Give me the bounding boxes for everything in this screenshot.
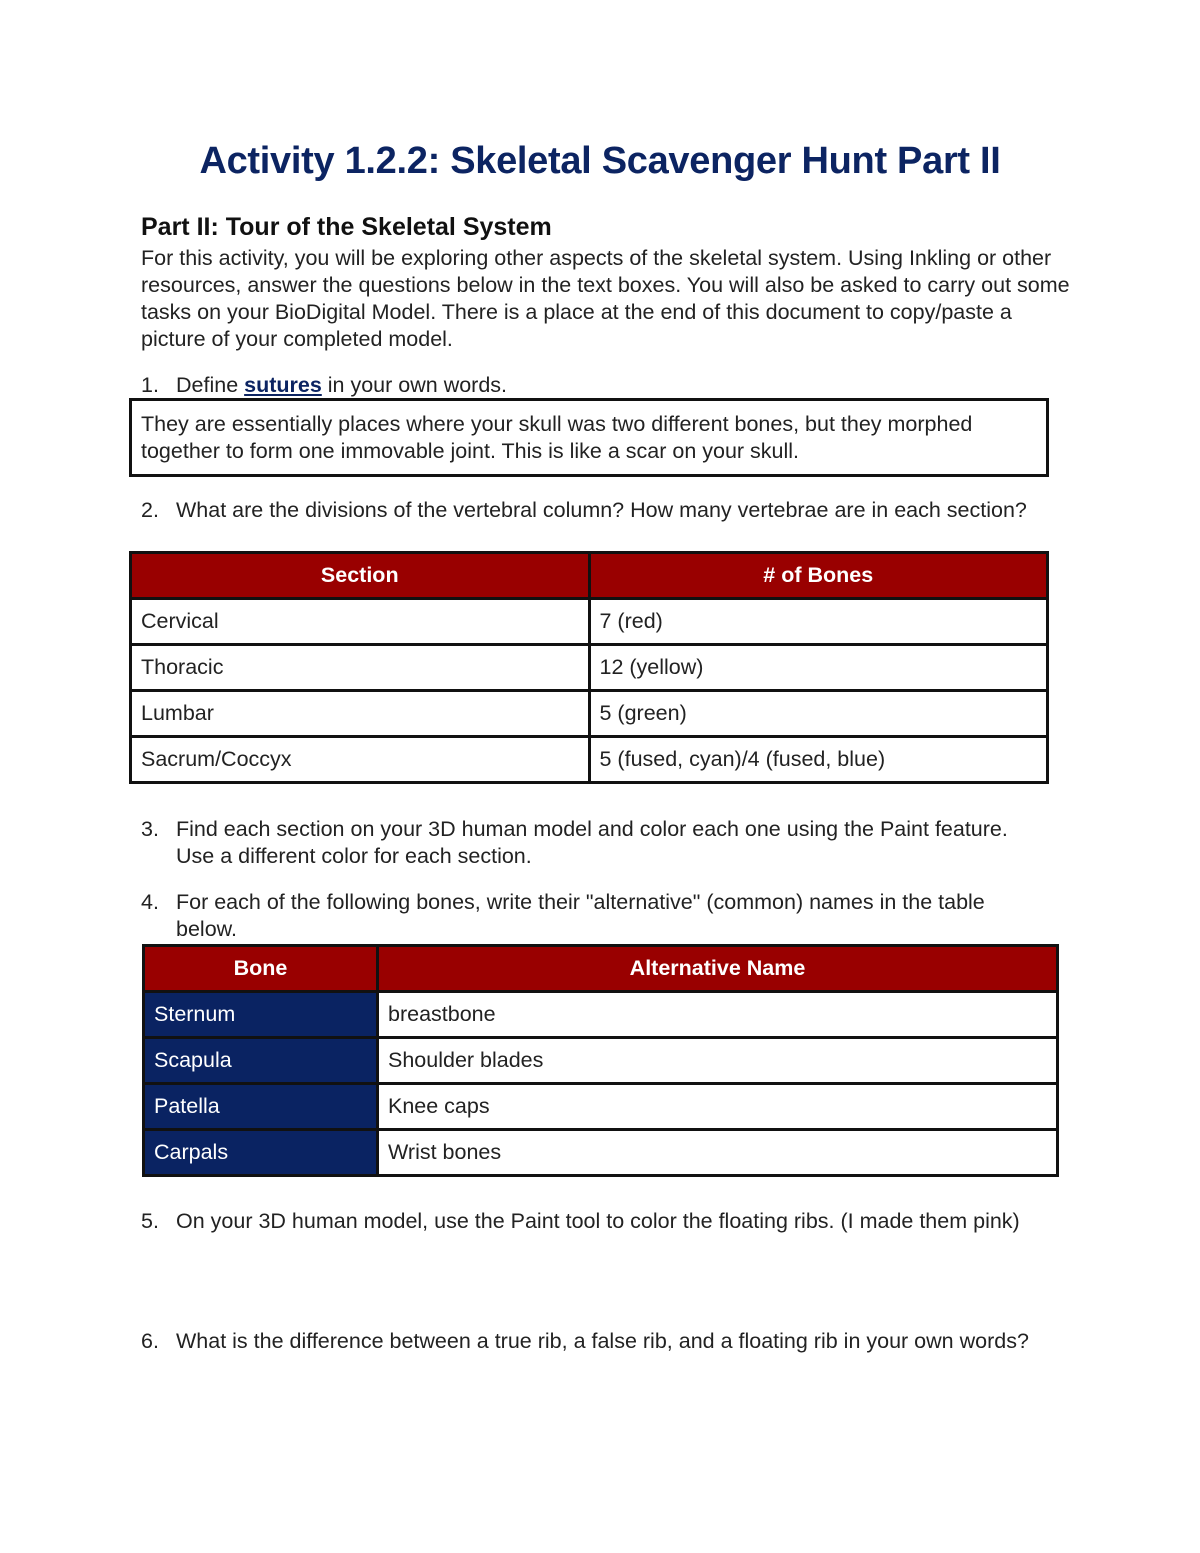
- question-number: 2.: [141, 498, 159, 522]
- bone-cell: Carpals: [144, 1130, 378, 1176]
- alt-name-cell[interactable]: Wrist bones: [378, 1130, 1058, 1176]
- table-row: [144, 1130, 1058, 1176]
- table-header-row: [144, 946, 1058, 992]
- bone-cell: Scapula: [144, 1038, 378, 1084]
- header-section: Section: [131, 553, 590, 599]
- bones-cell[interactable]: 12 (yellow): [589, 645, 1048, 691]
- intro-paragraph: For this activity, you will be exploring other aspects of the skeletal system. Using Inkling or other resources, answer the questions below in the text boxes. You will also be asked to carry out some tasks on your BioDigital Model. There is a place at the end of this document to copy/paste a picture of your completed model.: [141, 246, 1070, 351]
- table-row: [131, 599, 1048, 645]
- question-text: in your own words.: [321, 373, 508, 397]
- alt-name-cell[interactable]: Shoulder blades: [378, 1038, 1058, 1084]
- part-heading: Part II: Tour of the Skeletal System: [141, 213, 552, 241]
- table-row: [131, 645, 1048, 691]
- bone-cell: Patella: [144, 1084, 378, 1130]
- question-number: 4.: [141, 890, 159, 914]
- alt-name-cell[interactable]: Knee caps: [378, 1084, 1058, 1130]
- sutures-link[interactable]: sutures: [244, 373, 322, 397]
- section-cell[interactable]: Cervical: [131, 599, 590, 645]
- table-row: [144, 992, 1058, 1038]
- table-row: [131, 691, 1048, 737]
- question-number: 6.: [141, 1329, 159, 1353]
- bone-cell: Sternum: [144, 992, 378, 1038]
- answer-box-1[interactable]: They are essentially places where your skull was two different bones, but they morphed together to form one immovable joint. This is like a scar on your skull.: [129, 398, 1049, 477]
- question-3: [141, 816, 1041, 870]
- question-number: 5.: [141, 1209, 159, 1233]
- question-text: Define: [176, 373, 245, 397]
- header-bones: # of Bones: [589, 553, 1048, 599]
- question-text: For each of the following bones, write their "alternative" (common) names in the table below.: [176, 890, 985, 941]
- bone-names-table: [142, 944, 1059, 1177]
- question-number: 3.: [141, 817, 159, 841]
- bones-cell[interactable]: 5 (fused, cyan)/4 (fused, blue): [589, 737, 1048, 783]
- table-row: [144, 1038, 1058, 1084]
- section-cell[interactable]: Sacrum/Coccyx: [131, 737, 590, 783]
- question-number: 1.: [141, 373, 159, 397]
- bones-cell[interactable]: 5 (green): [589, 691, 1048, 737]
- header-alt-name: Alternative Name: [378, 946, 1058, 992]
- section-cell[interactable]: Lumbar: [131, 691, 590, 737]
- question-1: [141, 372, 1041, 399]
- page-title: Activity 1.2.2: Skeletal Scavenger Hunt Part II: [199, 140, 1001, 182]
- table-row: [131, 737, 1048, 783]
- question-5: [141, 1208, 1041, 1235]
- section-cell[interactable]: Thoracic: [131, 645, 590, 691]
- question-6: [141, 1328, 1041, 1355]
- question-text: What is the difference between a true rib, a false rib, and a floating rib in your own words?: [176, 1329, 1029, 1353]
- bones-cell[interactable]: 7 (red): [589, 599, 1048, 645]
- alt-name-cell[interactable]: breastbone: [378, 992, 1058, 1038]
- question-text: Find each section on your 3D human model and color each one using the Paint feature. Use a different color for each section.: [176, 817, 1008, 868]
- question-text: On your 3D human model, use the Paint tool to color the floating ribs. (I made them pink): [176, 1209, 1020, 1233]
- question-2: [141, 497, 1041, 524]
- header-bone: Bone: [144, 946, 378, 992]
- question-4: [141, 889, 1041, 943]
- vertebral-table: [129, 551, 1049, 784]
- table-header-row: [131, 553, 1048, 599]
- table-row: [144, 1084, 1058, 1130]
- question-text: What are the divisions of the vertebral column? How many vertebrae are in each section?: [176, 498, 1027, 522]
